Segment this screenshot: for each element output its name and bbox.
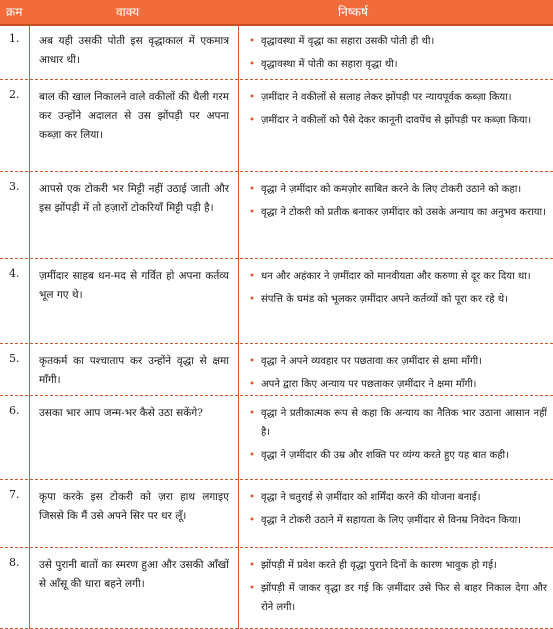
row-number: 8. xyxy=(9,556,20,569)
conclusion-text: झोंपड़ी में जाकर वृद्धा डर गई कि ज़मींदार उसे फिर से बाहर निकाल देगा और रोने लगी। xyxy=(261,583,547,613)
conclusion-item xyxy=(247,267,547,286)
bullet-icon: • xyxy=(249,59,255,70)
conclusion-text: ज़मींदार ने वकीलों से सलाह लेकर झोंपड़ी पर न्यायपूर्वक कब्ज़ा किया। xyxy=(261,92,512,103)
row-conclusions xyxy=(247,404,547,469)
bullet-icon: • xyxy=(249,207,255,218)
conclusion-item xyxy=(247,88,547,107)
conclusion-item xyxy=(247,446,547,465)
row-sentence: बाल की खाल निकालने वाले वकीलों की थैली गरम कर उन्होंने अदालत से उस झोंपड़ी पर अपना कब्ज़ा कर लिया। xyxy=(39,91,229,141)
bullet-icon: • xyxy=(249,583,255,594)
conclusion-item xyxy=(247,579,547,617)
conclusion-item xyxy=(247,375,547,394)
table-row xyxy=(0,480,553,548)
conclusion-item xyxy=(247,55,547,74)
conclusion-item xyxy=(247,203,547,222)
conclusion-text: वृद्धा ने टोकरी उठाने में सहायता के लिए ज़मींदार से विनम्र निवेदन किया। xyxy=(261,515,521,526)
conclusion-text: संपत्ति के घमंड को भूलकर ज़मींदार अपने कर्तव्यों को पूरा कर रहे थे। xyxy=(261,294,508,305)
bullet-icon: • xyxy=(249,492,255,503)
table-row xyxy=(0,24,553,80)
table-row xyxy=(0,396,553,480)
row-conclusions xyxy=(247,352,547,398)
table-row xyxy=(0,172,553,259)
bullet-icon: • xyxy=(249,92,255,103)
header-conclusion: निष्कर्ष xyxy=(338,5,368,19)
row-sentence: उसे पुरानी बातों का स्मरण हुआ और उसकी आँखों से आँसू की धारा बहने लगी। xyxy=(39,559,229,590)
conclusion-item xyxy=(247,32,547,51)
table-row xyxy=(0,259,553,344)
row-conclusions xyxy=(247,32,547,78)
row-sentence: उसका भार आप जन्म-भर कैसे उठा सकेंगे? xyxy=(39,407,203,419)
bullet-icon: • xyxy=(249,271,255,282)
row-number: 2. xyxy=(9,88,20,101)
conclusion-text: झोंपड़ी में प्रवेश करते ही वृद्धा पुराने दिनों के कारण भावुक हो गई। xyxy=(261,560,497,571)
bullet-icon: • xyxy=(249,515,255,526)
row-number: 4. xyxy=(9,267,20,280)
bullet-icon: • xyxy=(249,184,255,195)
table-header xyxy=(0,0,553,26)
bullet-icon: • xyxy=(249,560,255,571)
conclusion-text: वृद्धा ने चतुराई से ज़मींदार को शर्मिंदा करने की योजना बनाई। xyxy=(261,492,481,503)
conclusion-item xyxy=(247,352,547,371)
conclusion-item xyxy=(247,488,547,507)
row-sentence: अब यही उसकी पोती इस वृद्धाकाल में एकमात्र आधार थी। xyxy=(39,35,229,66)
conclusion-text: ज़मींदार ने वकीलों को पैसे देकर कानूनी दावपेंच से झोंपड़ी पर कब्ज़ा किया। xyxy=(261,115,532,126)
row-number: 5. xyxy=(9,352,20,365)
row-sentence: ज़मींदार साहब धन-मद से गर्वित हो अपना कर्तव्य भूल गए थे। xyxy=(39,270,229,301)
conclusion-text: धन और अहंकार ने ज़मींदार को मानवीयता और करुणा से दूर कर दिया था। xyxy=(261,271,531,282)
row-conclusions xyxy=(247,556,547,621)
table-row xyxy=(0,548,553,629)
conclusion-text: वृद्धा ने ज़मींदार को कमज़ोर साबित करने के लिए टोकरी उठाने को कहा। xyxy=(261,184,522,195)
row-number: 6. xyxy=(9,404,20,417)
row-conclusions xyxy=(247,267,547,313)
row-sentence: कृपा करके इस टोकरी को ज़रा हाथ लगाइए जिससे कि मैं उसे अपने सिर पर धर लूँ। xyxy=(39,491,229,522)
bullet-icon: • xyxy=(249,379,255,390)
row-number: 7. xyxy=(9,488,20,501)
bullet-icon: • xyxy=(249,408,255,419)
bullet-icon: • xyxy=(249,115,255,126)
table-row xyxy=(0,344,553,396)
conclusion-text: अपने द्वारा किए अन्याय पर पछताकर ज़मींदार ने क्षमा माँगी। xyxy=(261,379,477,390)
row-conclusions xyxy=(247,488,547,534)
conclusion-item xyxy=(247,404,547,442)
conclusion-item xyxy=(247,290,547,309)
row-sentence: कृतकर्म का पश्चाताप कर उन्होंने वृद्धा से क्षमा माँगी। xyxy=(39,355,229,386)
conclusion-item xyxy=(247,556,547,575)
conclusion-item xyxy=(247,511,547,530)
conclusion-text: वृद्धा ने अपने व्यवहार पर पछतावा कर ज़मींदार से क्षमा माँगी। xyxy=(261,356,482,367)
conclusion-item xyxy=(247,111,547,130)
row-number: 1. xyxy=(9,32,20,45)
row-conclusions xyxy=(247,180,547,226)
bullet-icon: • xyxy=(249,450,255,461)
conclusion-text: वृद्धावस्था में वृद्धा का सहारा उसकी पोती ही थी। xyxy=(261,36,435,47)
conclusion-text: वृद्धा ने ज़मींदार की उम्र और शक्ति पर व्यंग्य करते हुए यह बात कही। xyxy=(261,450,509,461)
row-number: 3. xyxy=(9,180,20,193)
bullet-icon: • xyxy=(249,356,255,367)
bullet-icon: • xyxy=(249,36,255,47)
conclusion-text: वृद्धावस्था में पोती का सहारा वृद्धा थी। xyxy=(261,59,398,70)
conclusion-text: वृद्धा ने टोकरी को प्रतीक बनाकर ज़मींदार को उसके अन्याय का अनुभव कराया। xyxy=(261,207,546,218)
bullet-icon: • xyxy=(249,294,255,305)
header-sentence: वाक्य xyxy=(116,5,140,19)
table-row xyxy=(0,80,553,172)
row-conclusions xyxy=(247,88,547,134)
conclusion-text: वृद्धा ने प्रतीकात्मक रूप से कहा कि अन्याय का नैतिक भार उठाना आसान नहीं है। xyxy=(261,408,547,438)
conclusion-item xyxy=(247,180,547,199)
row-sentence: आपसे एक टोकरी भर मिट्टी नहीं उठाई जाती और इस झोंपड़ी में तो हज़ारों टोकरियाँ मिट्टी पड़ी है। xyxy=(39,183,229,214)
header-num: क्रम xyxy=(6,5,23,19)
